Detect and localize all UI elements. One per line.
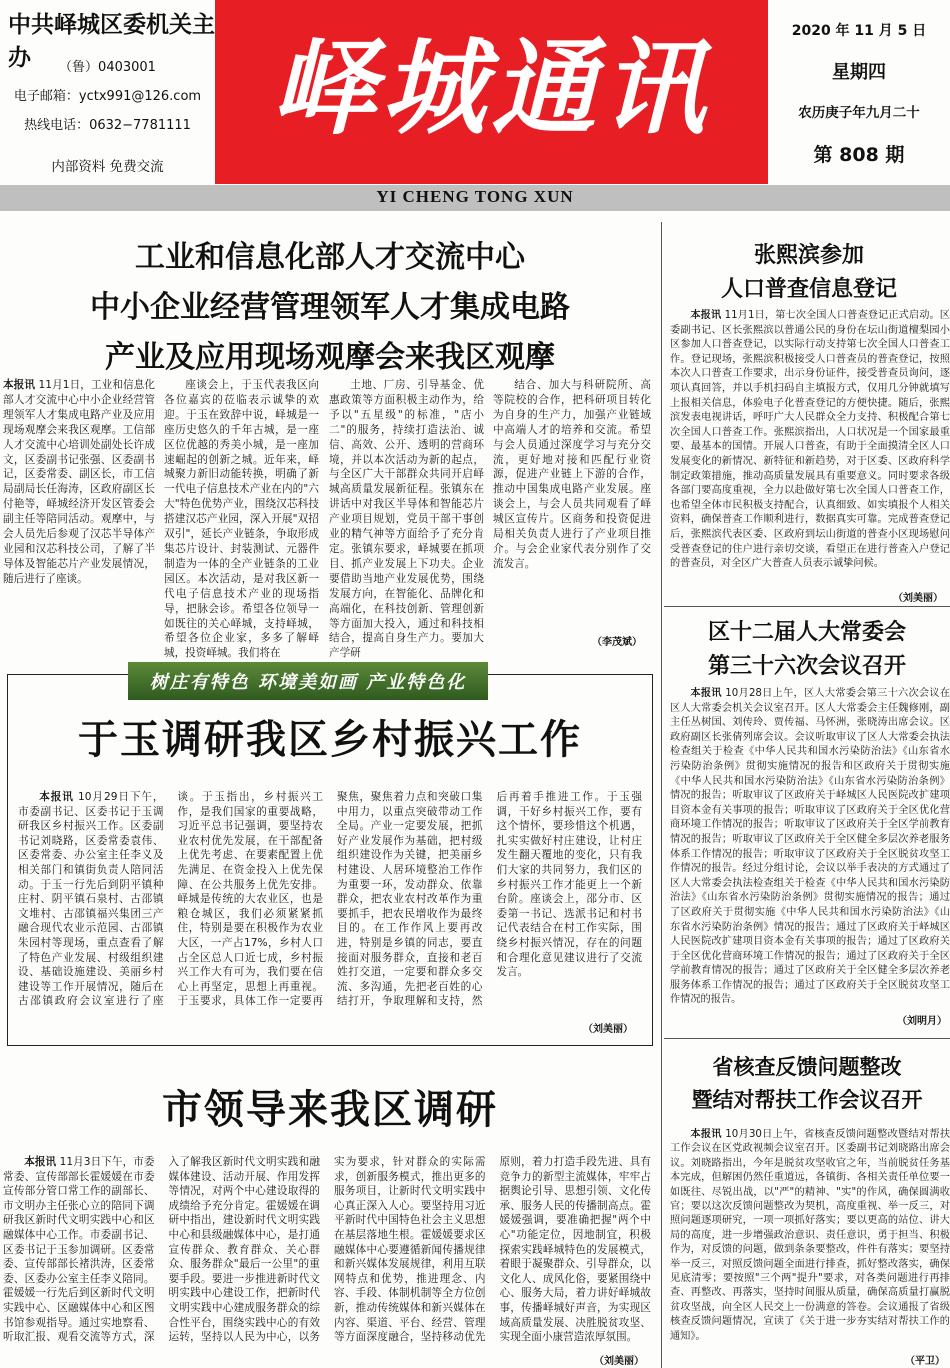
article1-text-4: 结合、加大与科研院所、高等院校的合作，把科研项目转化为自身的生产力，加强产业链域中高端人才的培养和交流。希望与会人员通过深度学习与充分交流，更好地对接和匹配行业资源，促进产业链上下游的合作，推动中国集成电路产业发展。座谈会上，与会人员共同观看了峄城区宣传片。区商务和投资促进局相关负责人进行了产业项目推介。与会企业家代表分别作了交流发言。 [493, 379, 651, 570]
article1-text-1: 11月1日，工业和信息化部人才交流中心中小企业经营管理领军人才集成电路产业及应用现场观摩会来我区观摩。工信部人才交流中心培训处副处长许成文，区委副书记张强、区委副书记，区委常委、副区长，市工信局副局长任海涛，区政府副区长付艳等，峄城经济开发区管委会副主任等陪同活动。观摩中，与会人员先后参观了汉芯半导体产业园和汉芯科技公司，了解了半导体及智能芯片产业发展情况，随后进行了座谈。 [3, 379, 155, 585]
headline-census [668, 238, 950, 306]
headline-poverty-line-1: 省核查反馈问题整改 [712, 1054, 902, 1079]
lead-tag: 本报讯 [690, 688, 722, 699]
headline-npc-line-2: 第三十六次会议召开 [707, 653, 906, 679]
article1-byline: （李茂斌） [592, 637, 642, 648]
article6-byline: （平卫） [905, 1356, 945, 1367]
article4-byline: （刘明月） [897, 1016, 947, 1027]
issue: 第 808 期 [813, 144, 905, 166]
date: 2020 年 11 月 5 日 [791, 23, 927, 39]
lead-tag: 本报讯 [690, 310, 722, 321]
article5-text: 11月3日下午，市委常委、宣传部部长霍媛媛在市委宣传部分管口常工作的副部长、市文明办主任张心立的陪同下调研我区新时代文明实践中心和区融媒体中心工作。市委副书记、区委书记于玉参加调研。区委常委、宣传部部长褚洪涛，区委常委、区委办公室主任李义陪同。霍媛媛一行先后到区新时代文明实践中心、区融媒体中心和区图书馆参观指导。通过实地察看、听取汇报、观看交流等方式，深入了解我区新时代文明实践和融媒体建设、活动开展、作用发挥等情况，对两个中心建设取得的成绩给予充分肯定。霍媛媛在调研中指出，建设新时代文明实践中心和县级融媒体中心，是打通宣传群众、教育群众、关心群众、服务群众"最后一公里"的重要手段。要进一步推进新时代文明实践中心建设工作，把新时代文明实践中心建成服务群众的综合性平台，围绕实践中心的有效运转，坚持以人民为中心，以务实为要求，针对群众的实际需求，创新服务模式，推出更多的服务项目，让新时代文明实践中心真正深入人心。要坚持用习近平新时代中国特色社会主义思想在基层落地生根。霍媛媛要求区融媒体中心要遵循新闻传播规律和新兴媒体发展规律，利用互联网特点和优势，推进理念、内容、手段、体制机制等全方位创新，推动传统媒体和新兴媒体在内容、渠道、平台、经营、管理等方面深度融合，坚持移动优先原则，着力打造手段先进、具有竞争力的新型主流媒体，牢牢占据舆论引导、思想引领、文化传承、服务人民的传播制高点。霍媛媛强调，要准确把握"两个中心"功能定位，因地制宜，积极探索实践峄城特色的发展模式，着眼于凝聚群众、引导群众，以文化人、成风化俗，要紧围绕中心、服务大局，着力讲好峄城故事，传播峄城好声音，为实现区域高质量发展、决胜脱贫攻坚、实现全面小康营造浓厚氛围。 [3, 1156, 651, 1344]
headline-census-line-2: 人口普查信息登记 [720, 276, 897, 302]
rural-banner [128, 662, 488, 700]
article5-body [3, 1155, 651, 1355]
divider [664, 606, 950, 607]
registration: （鲁）0403001 [59, 60, 156, 75]
article6-body [670, 1128, 950, 1352]
masthead-left [0, 0, 215, 185]
note: 内部资料 免费交流 [51, 159, 164, 175]
nameplate-box [215, 0, 768, 184]
headline-npc [664, 615, 950, 683]
lead-tag: 本报讯 [690, 1129, 722, 1140]
lead-tag: 本报讯 [24, 1156, 57, 1168]
article3-text: 10月29日下午，市委副书记、区委书记于玉调研我区乡村振兴工作。区委副书记刘晓路，区委常委袁伟、区委常委、办公室主任李义及相关部门和镇街负责人陪同活动。于玉一行先后到阴平镇种庄村、阴平镇石泉村、古邵镇文堆村、古邵镇福兴集团三产融合现代农业示范园、古邵镇朱园村等现场，重点查看了解了特色产业发展、村级组织建设、基础设施建设、美丽乡村建设等工作开展情况，随后在古邵镇政府会议室进行了座谈。于玉指出，乡村振兴工作，是我们国家的重要战略，习近平总书记强调，要坚持农业农村优先发展，在干部配备上优先考虑、在要素配置上优先满足、在资金投入上优先保障、在公共服务上优先安排。峄城是传统的大农业区，也是粮仓城区，我们必须紧紧抓住，特别是要在积极作为农业大区，一产占17%，乡村人口占全区总人口近七成，乡村振兴工作大有可为，我们要在信心上再坚定，思想上再重视。于玉要求，具体工作一定要再聚焦，聚焦着力点和突破口集中用力，以重点突破带动工作全局。产业一定要发展，把抓好产业发展作为基础，把村级组织建设作为关键，把美丽乡村建设、人居环境整治工作作为重要一环，发动群众、依靠群众，把农业农村改革作为重要抓手，把农民增收作为最终目的。在工作作风上要再改进，特别是乡镇的同志，要直接面对服务群众，直接和老百姓打交道，一定要和群众多交流、多沟通，先把老百姓的心结打开，争取理解和支持，然后再着手推进工作。于玉强调，干好乡村振兴工作，要有这个情怀，要珍惜这个机遇，扎实实做好村庄建设，让村庄发生翻天覆地的变化，只有我们大家的共同努力，我们区的乡村振兴工作才能更上一个新台阶。座谈会上，邵分市、区委第一书记、选派书记和村书记代表结合在村工作实际，围绕乡村振兴情况，存在的问题和合理化意见建议进行了交流发言。 [18, 791, 642, 1008]
headline-line-2: 中小企业经营管理领军人才集成电路 [90, 290, 570, 325]
nameplate: 峄城通讯 [271, 26, 712, 149]
article2-text: 11月1日，第七次全国人口普查登记正式启动。区委副书记、区长张熙滨以普通公民的身份在坛山街道檀梨园小区参加人口普查登记，以实际行动支持第七次全国人口普查工作。登记现场，张熙滨积极接受人口普查员的普查登记，按照本次人口普查工作要求，出示身份证件，接受普查员询问，逐项认真回答，并以手机扫码自主填报方式，仅用几分钟就填写上报相关信息，体验电子化普查登记的方便快捷。随后，张熙滨发表电视讲话，呼吁广大人民群众全力支持、积极配合第七次全国人口普查工作。张熙滨指出，人口状况是一个国家最重要、最基本的国情。开展人口普查，有助于全面摸清全区人口发展变化的新情况、新特征和新趋势，对于区委、区政府科学制定政策措施，推动高质量发展具有重要意义。同时要求各级各部门要高度重视，全力以赴做好第七次全国人口普查工作，也希望全体市民积极支持配合，认真细致、如实填报个人相关资料，确保普查工作顺利进行，数据真实可靠。完成普查登记后，张熙滨代表区委、区政府到坛山街道的普查小区现场慰问受普查登记的住户进行亲切交谈，看望正在进行普查入户登记的普查员，对全区广大普查人员表示诚挚问候。 [670, 310, 950, 570]
headline-rural: 于玉调研我区乡村振兴工作 [78, 716, 582, 763]
headline-city-leader: 市领导来我区调研 [162, 1086, 498, 1133]
headline-poverty-line-2: 暨结对帮扶工作会议召开 [691, 1087, 923, 1112]
banner-text: 树庄有特色 环境美如画 产业特色化 [149, 672, 467, 693]
weekday: 星期四 [832, 62, 886, 83]
hotline: 热线电话：0632−7781111 [24, 118, 191, 133]
article1-col2 [164, 378, 319, 660]
masthead-right [768, 0, 950, 185]
article5-byline: （刘美丽） [594, 1356, 644, 1367]
article1-col3 [329, 378, 484, 660]
article2-body [670, 309, 950, 589]
article2-byline: （刘美丽） [893, 593, 943, 604]
lead-tag: 本报讯 [3, 379, 36, 391]
article1-text-3: 土地、厂房、引导基金、优惠政策等方面积极主动作为，给予以"五星级"的标准，"店小二"的服务，持续打造法治、诚信、高效、公开、透明的营商环境，并以本次活动为新的起点，与全区广大干部群众共同开启峄城高质量发展新征程。张镇东在讲话中对我区半导体和智能芯片产业项目规划，党员干部干事创业的精气神等方面给予了充分肯定。张镇东要求，峄城要在抓项目、抓产业发展上下功夫。企业要借助当地产业发展优势，围绕发展方向，在智能化、品牌化和高端化，在科技创新、管理创新等方面加大投入，通过和科技相结合，提高自身生产力。要加大产学研 [329, 379, 484, 660]
headline-poverty [664, 1050, 950, 1116]
email: 电子邮箱：yctx991@126.com [13, 89, 202, 104]
pinyin: YI CHENG TONG XUN [376, 187, 574, 206]
column-divider [661, 222, 662, 1368]
article4-text: 10月28日上午，区人大常委会第三十六次会议在区人大常委会机关会议室召开。区人大常委会主任魏修刚，副主任丛树国、刘传玲、贾传福、马怀洲，张晓涛出席会议。区政府副区长张倩列席会议。会议听取审议了区人大常委会执法检查组关于检查《中华人民共和国水污染防治法》《山东省水污染防治条例》贯彻实施情况的报告和区政府关于贯彻实施《中华人民共和国水污染防治法》《山东省水污染防治条例》情况的报告；听取审议了区政府关于峄城区人民医院改扩建项目资本金有关事项的报告；听取审议了区政府关于全区优化营商环境工作情况的报告；听取审议了区政府关于全区学前教育情况的报告；听取审议了区政府关于全区健全多层次养老服务体系工作情况的报告；听取审议了区政府关于全区脱贫攻坚工作情况的报告。经过分组讨论，会议以举手表决的方式通过了区人大常委会执法检查组关于检查《中华人民共和国水污染防治法》《山东省水污染防治条例》贯彻实施情况的报告；通过了区政府关于贯彻实施《中华人民共和国水污染防治法》《山东省水污染防治条例》情况的报告；通过了区政府关于峄城区人民医院改扩建项目资本金有关事项的报告；通过了区政府关于全区优化营商环境工作情况的报告；通过了区政府关于全区学前教育情况的报告；通过了区政府关于全区健全多层次养老服务体系工作情况的报告；通过了区政府关于全区脱贫攻坚工作情况的报告。 [670, 688, 950, 1006]
headline-talent-center [0, 233, 660, 383]
article1-col1 [3, 378, 155, 650]
article3-byline: （刘美丽） [583, 1024, 633, 1035]
headline-census-line-1: 张熙滨参加 [753, 242, 864, 268]
lead-tag: 本报讯 [39, 791, 74, 803]
headline-npc-line-1: 区十二届人大常委会 [707, 619, 906, 645]
lunar: 农历庚子年九月二十 [798, 105, 920, 121]
article6-text: 10月30日上午，省核查反馈问题整改暨结对帮扶工作会议在区党政视频会议室召开。区委副书记刘晓路出席会议。刘晓路指出，今年是脱贫攻坚收官之年，当前脱贫任务基本完成，但解困仍然任重道远，各镇街、各相关责任单位要一如既往、尽锐出战，以"严"的精神、"实"的作风，确保圆满收官；要以这次反馈问题整改为契机，高度重视、举一反三，对照问题逐项研究，一项一项抓好落实；要以更高的站位、讲大局的高度，进一步增强政治意识、责任意识，勇于担当、积极作为，对反馈的问题，做到条条要整改，件件有落实；要坚持举一反三，对照反馈问题全面进行排查，抓好整改落实，确保见底清零；要按照"三个两"提升"要求，对各类问题进行再排查、再整改、再落实，坚持时间服从质量，确保高质量打赢脱贫攻坚战，向全区人民交上一份满意的答卷。会议通报了省级核查反馈问题情况，宣读了《关于进一步夯实结对帮扶工作的通知》。 [670, 1129, 950, 1342]
article1-text-2: 座谈会上，于玉代表我区向各位嘉宾的莅临表示诚挚的欢迎。于玉在致辞中说，峄城是一座历史悠久的千年古城，是一座区位优越的秀美小城，是一座加速崛起的创新之城。近年来，峄城聚力新旧动能转换，明确了新一代电子信息技术产业在内的"六大"特色优势产业，围绕汉芯科技搭建汉芯产业园，深入开展"双招双引"，延长产业链条，争取形成集芯片设计、封装测试、元器件制造为一体的全产业链条的工业园区。本次活动，是对我区新一代电子信息技术产业的现场指导，把脉会诊。希望各位领导一如既往的关心峄城，支持峄城，希望各位企业家，多多了解峄城，投资峄城。我们将在 [164, 379, 319, 660]
article3-body [18, 790, 642, 1034]
article4-body [670, 687, 950, 1010]
pinyin-bar [0, 185, 950, 211]
organizer: 中共峄城区委机关主办 [8, 11, 215, 71]
divider [664, 1038, 950, 1039]
article1-col4 [493, 378, 651, 632]
headline-line-3: 产业及应用现场观摩会来我区观摩 [105, 340, 555, 375]
headline-line-1: 工业和信息化部人才交流中心 [135, 240, 525, 275]
